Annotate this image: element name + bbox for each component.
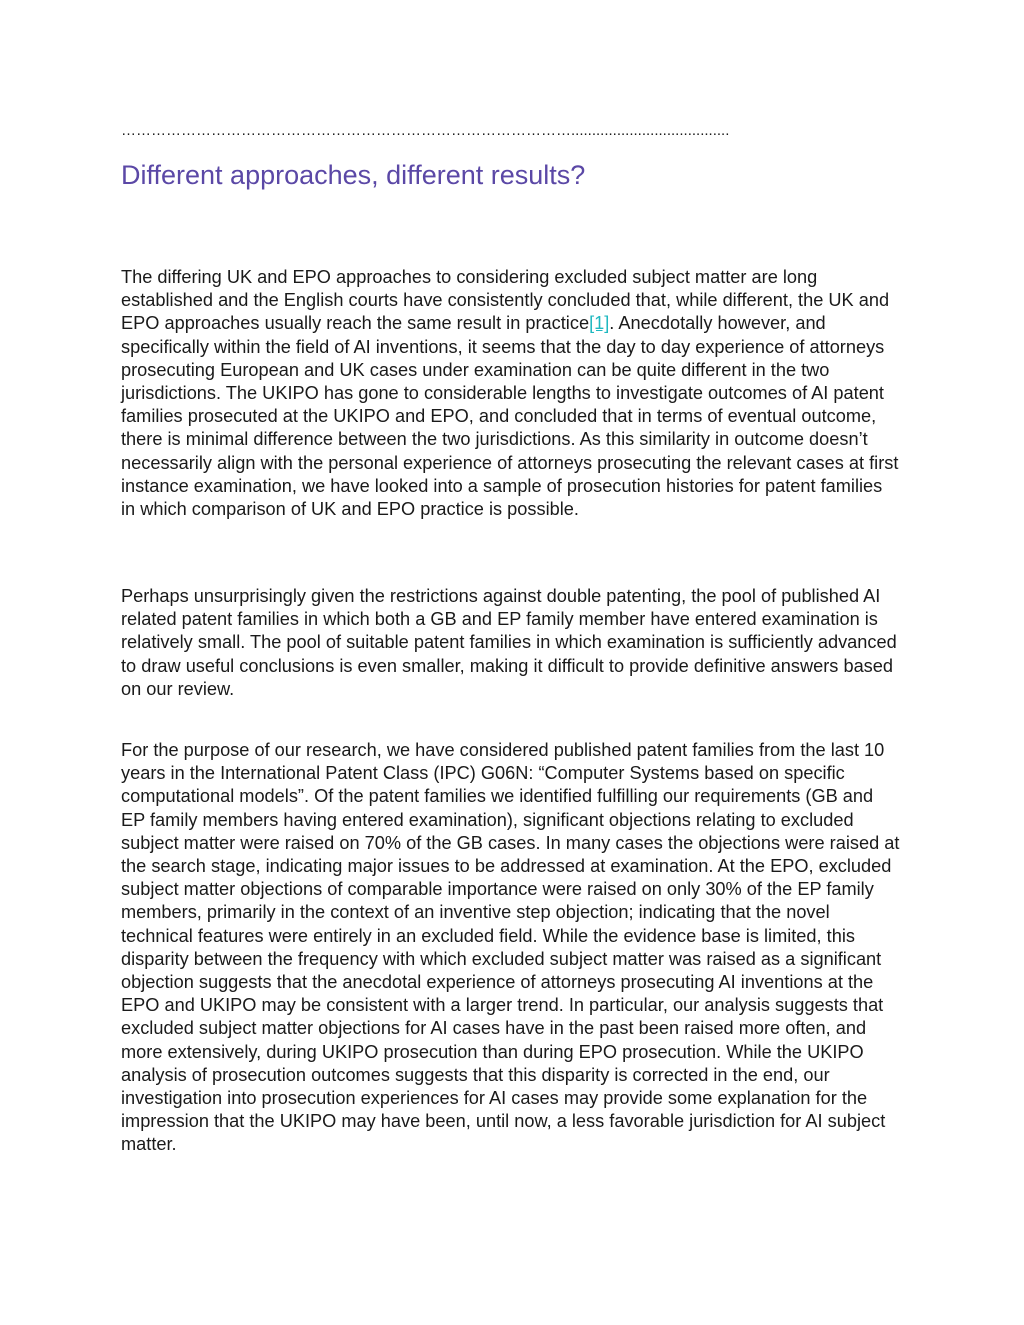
paragraph-3: For the purpose of our research, we have considered published patent families from the last 10 years in the International Patent Class (IPC) G06N: “Computer Systems based on specific computational models”. Of the patent families we identified fulfilling our requirements (GB and EP family members having entered examination), significant objections relating to excluded subject matter were raised on 70% of the GB cases. In many cases the objections were raised at the search stage, indicating major issues to be addressed at examination. At the EPO, excluded subject matter objections of comparable importance were raised on only 30% of the EP family members, primarily in the context of an inventive step objection; indicating that the novel technical features were entirely in an excluded field. While the evidence base is limited, this disparity between the frequency with which excluded subject matter was raised as a significant objection suggests that the anecdotal experience of attorneys prosecuting AI inventions at the EPO and UKIPO may be consistent with a larger trend. In particular, our analysis suggests that excluded subject matter objections for AI cases have in the past been raised more often, and more extensively, during UKIPO prosecution than during EPO prosecution. While the UKIPO analysis of prosecution outcomes suggests that this disparity is corrected in the end, our investigation into prosecution experiences for AI cases may provide some explanation for the impression that the UKIPO may have been, until now, a less favorable jurisdiction for AI subject matter. <box>121 740 900 1155</box>
paragraph-1 <box>121 266 901 521</box>
dotted-separator: ………………………………………………………………………………...................................... <box>121 122 730 139</box>
footnote-link[interactable]: [1] <box>589 313 610 334</box>
section-heading: Different approaches, different results? <box>121 160 586 190</box>
paragraph-1-text-before: The differing UK and EPO approaches to considering excluded subject matter are long established and the English courts have consistently concluded that, while different, the UK and EPO approaches usually reach the same result in practice <box>121 267 890 334</box>
paragraph-1-text-after: . Anecdotally however, and specifically within the field of AI inventions, it seems that the day to day experience of attorneys prosecuting European and UK cases under examination can be quite different in the two jurisdictions. The UKIPO has gone to considerable lengths to investigate outcomes of AI patent families prosecuted at the UKIPO and EPO, and concluded that in terms of eventual outcome, there is minimal difference between the two jurisdictions. As this similarity in outcome doesn’t necessarily align with the personal experience of attorneys prosecuting the relevant cases at first instance examination, we have looked into a sample of prosecution histories for patent families in which comparison of UK and EPO practice is possible. <box>121 313 899 520</box>
paragraph-2: Perhaps unsurprisingly given the restrictions against double patenting, the pool of published AI related patent families in which both a GB and EP family member have entered examination is relatively small. The pool of suitable patent families in which examination is sufficiently advanced to draw useful conclusions is even smaller, making it difficult to provide definitive answers based on our review. <box>121 586 897 699</box>
